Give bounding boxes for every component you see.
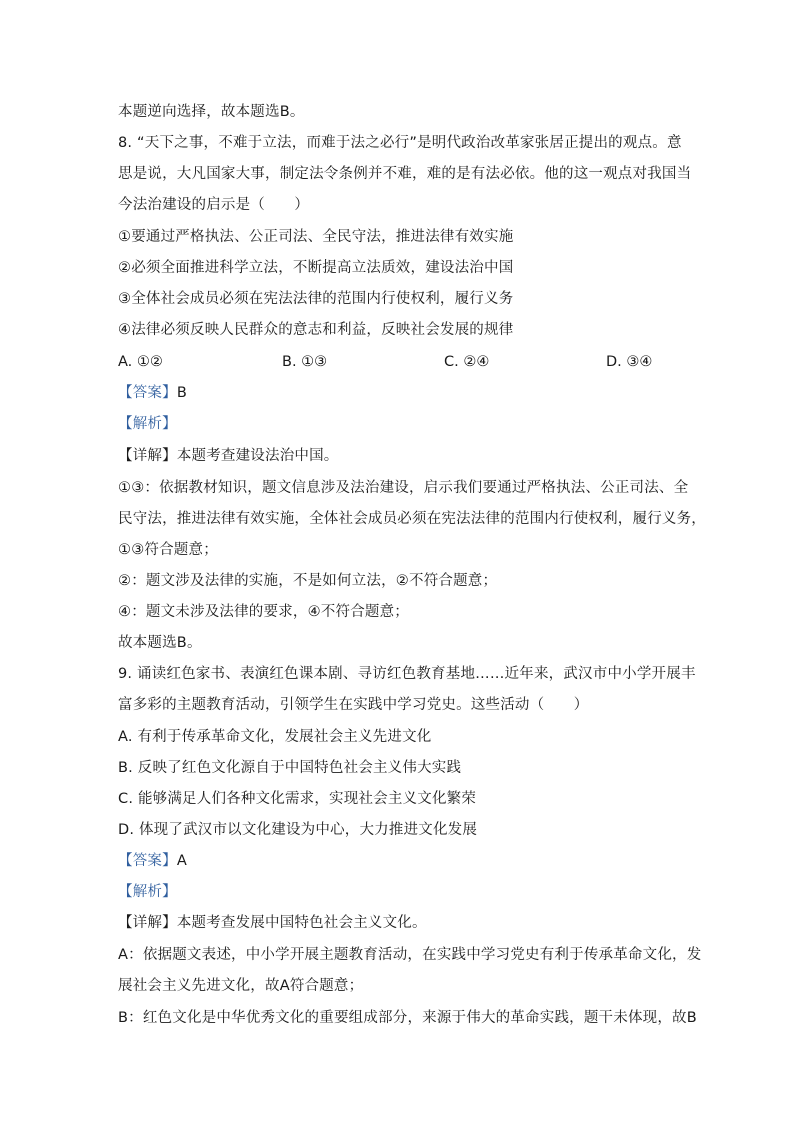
q9-analysis-label: 【解析】 xyxy=(118,884,177,900)
q9-option-d: D. 体现了武汉市以文化建设为中心，大力推进文化发展 xyxy=(118,822,478,838)
q8-detail xyxy=(118,446,339,466)
detail-intro: 本题考查发展中国特色社会主义文化。 xyxy=(176,915,427,931)
q9-explanation-1: A：依据题文表述，中小学开展主题教育活动，在实践中学习党史有利于传承革命文化，发 xyxy=(118,947,702,963)
answer-value: A xyxy=(176,853,187,869)
q9-explanation-3: B：红色文化是中华优秀文化的重要组成部分，来源于伟大的革命实践，题干未体现，故B xyxy=(118,1010,697,1026)
q9-option-a: A. 有利于传承革命文化，发展社会主义先进文化 xyxy=(118,729,432,745)
q8-option-c: C. ②④ xyxy=(444,354,490,370)
q9-answer xyxy=(118,851,187,871)
q8-answer xyxy=(118,383,187,403)
q8-stem-line-1: 8. “天下之事，不难于立法，而难于法之必行”是明代政治改革家张居正提出的观点。意 xyxy=(118,135,682,151)
q8-statement-4: ④法律必须反映人民群众的意志和利益，反映社会发展的规律 xyxy=(118,322,514,338)
q9-option-c: C. 能够满足人们各种文化需求，实现社会主义文化繁荣 xyxy=(118,791,477,807)
q8-option-a: A. ①② xyxy=(118,354,163,370)
answer-label: 【答案】 xyxy=(118,853,177,869)
q8-option-b: B. ①③ xyxy=(282,354,328,370)
detail-label: 【详解】 xyxy=(118,915,177,931)
q8-explanation-4: ②：题文涉及法律的实施，不是如何立法，②不符合题意； xyxy=(118,573,498,589)
q8-explanation-3: ①③符合题意； xyxy=(118,542,218,558)
answer-value: B xyxy=(176,385,187,401)
q9-stem-line-1: 9. 诵读红色家书、表演红色课本剧、寻访红色教育基地……近年来，武汉市中小学开展丰 xyxy=(118,666,696,682)
q8-statement-1: ①要通过严格执法、公正司法、全民守法，推进法律有效实施 xyxy=(118,229,514,245)
answer-label: 【答案】 xyxy=(118,385,177,401)
q9-explanation-2: 展社会主义先进文化，故A符合题意； xyxy=(118,978,364,994)
q8-explanation-5: ④：题文未涉及法律的要求，④不符合题意； xyxy=(118,604,409,620)
q8-explanation-2: 民守法，推进法律有效实施，全体社会成员必须在宪法法律的范围内行使权利，履行义务， xyxy=(118,511,706,527)
q8-stem-line-3: 今法治建设的启示是（ ） xyxy=(118,197,310,213)
q8-option-d: D. ③④ xyxy=(606,354,653,370)
q8-statement-3: ③全体社会成员必须在宪法法律的范围内行使权利，履行义务 xyxy=(118,291,514,307)
detail-label: 【详解】 xyxy=(118,448,177,464)
q8-explanation-1: ①③：依据教材知识，题文信息涉及法治建设，启示我们要通过严格执法、公正司法、全 xyxy=(118,480,689,496)
q9-detail xyxy=(118,913,427,933)
q8-statement-2: ②必须全面推进科学立法，不断提高立法质效，建设法治中国 xyxy=(118,260,514,276)
q9-option-b: B. 反映了红色文化源自于中国特色社会主义伟大实践 xyxy=(118,760,462,776)
q8-explanation-6: 故本题选B。 xyxy=(118,635,202,651)
q8-stem-line-2: 思是说，大凡国家大事，制定法令条例并不难，难的是有法必依。他的这一观点对我国当 xyxy=(118,166,692,182)
q9-stem-line-2: 富多彩的主题教育活动，引领学生在实践中学习党史。这些活动（ ） xyxy=(118,697,589,713)
detail-intro: 本题考查建设法治中国。 xyxy=(176,448,339,464)
q7-conclusion: 本题逆向选择，故本题选B。 xyxy=(118,104,305,120)
q8-analysis-label: 【解析】 xyxy=(118,416,177,432)
